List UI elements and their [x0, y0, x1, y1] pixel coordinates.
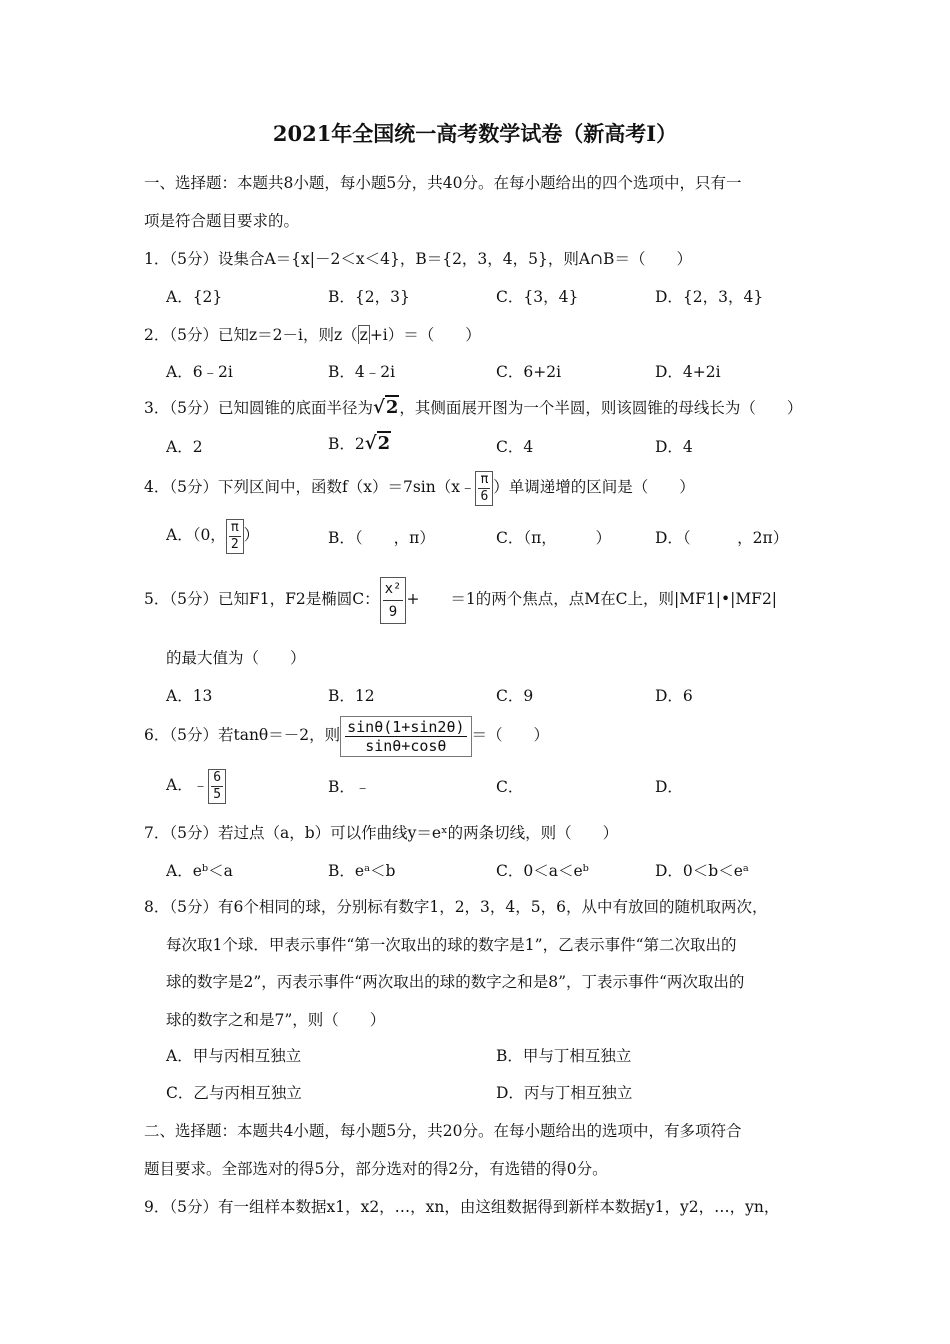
q6-option-a-num: 6 [213, 769, 222, 785]
q7-stem: 7．（5分）若过点（a，b）可以作曲线y＝eˣ的两条切线，则（ ） [144, 824, 619, 842]
q6-stem-part-a: 6．（5分）若tanθ＝－2，则 [144, 726, 341, 744]
section2-line1: 二、选择题：本题共4小题，每小题5分，共20分。在每小题给出的选项中，有多项符合 [144, 1122, 742, 1140]
q3-option-a: A．2 [166, 438, 203, 456]
q6-option-a-den: 5 [213, 786, 222, 802]
q5-stem [144, 572, 777, 626]
q2-option-b: B．4﹣2i [328, 363, 396, 381]
q4-option-d: D．（ ，2π） [655, 529, 789, 547]
q5-stem-part-b: + ＝1的两个焦点，点M在C上，则|MF1|•|MF2| [406, 590, 778, 608]
q4-option-b: B．（ ，π） [328, 529, 435, 547]
q3-option-b-sqrt-value: 2 [377, 433, 391, 454]
q5-fraction-num: x² [383, 578, 404, 601]
q1-option-b: B．{2，3} [328, 288, 410, 306]
q4-option-c: C．（π， ） [496, 529, 612, 547]
q3-option-b [328, 434, 391, 454]
q1-option-c: C．{3，4} [496, 288, 579, 306]
q1-stem: 1．（5分）设集合A＝{x|－2＜x＜4}，B＝{2，3，4，5}，则A∩B＝（ ） [144, 250, 692, 268]
q4-option-a-fraction [226, 519, 244, 554]
q5-fraction [380, 577, 407, 624]
q8-line2: 每次取1个球．甲表示事件“第一次取出的球的数字是1”，乙表示事件“第二次取出的 [166, 936, 737, 954]
q8-line1: 8．（5分）有6个相同的球，分别标有数字1，2，3，4，5，6，从中有放回的随机取两次， [144, 898, 768, 916]
q8-option-a: A．甲与丙相互独立 [166, 1047, 302, 1065]
q6-option-c: C． [496, 778, 524, 796]
q6-option-b: B．﹣ [328, 778, 371, 796]
q1-option-d: D．{2，3，4} [655, 288, 764, 306]
q2-stem-part-b: +i）＝（ ） [369, 326, 481, 344]
q3-stem [144, 398, 802, 418]
section1-line2: 项是符合题目要求的。 [144, 212, 300, 230]
q5-stem-part-a: 5．（5分）已知F1，F2是椭圆C： [144, 590, 380, 608]
q6-formula-den: sinθ+cosθ [365, 736, 447, 755]
q2-option-c: C．6+2i [496, 363, 562, 381]
q4-fraction [475, 471, 493, 506]
q4-option-a-part-a: A．（0， [166, 526, 226, 544]
q7-option-b: B．eᵃ＜b [328, 862, 396, 880]
sqrt-icon: √2 [364, 433, 391, 454]
q8-line4: 球的数字之和是7”，则（ ） [166, 1011, 386, 1029]
q5-option-d: D．6 [655, 687, 693, 705]
q6-option-a-label: A．﹣ [166, 776, 209, 794]
q4-fraction-den: 6 [480, 488, 489, 504]
q6-option-a-fraction [208, 769, 226, 804]
q2-stem-part-a: 2．（5分）已知z＝2－i，则z（ [144, 326, 358, 344]
q3-option-c: C．4 [496, 438, 534, 456]
q4-fraction-num: π [480, 471, 489, 487]
q5-option-b: B．12 [328, 687, 375, 705]
q5-fraction-den: 9 [388, 603, 398, 620]
q5-line2: 的最大值为（ ） [166, 649, 306, 667]
q8-option-d: D．丙与丁相互独立 [496, 1084, 633, 1102]
q6-option-d: D． [655, 778, 683, 796]
q3-stem-part-b: ，其侧面展开图为一个半圆，则该圆锥的母线长为（ ） [399, 399, 803, 417]
q9-stem: 9．（5分）有一组样本数据x1，x2，…，xn，由这组数据得到新样本数据y1，y2，…，yn， [144, 1198, 780, 1216]
q4-option-a-num: π [230, 519, 239, 535]
q4-stem [144, 466, 695, 508]
q7-option-a: A．eᵇ＜a [166, 862, 233, 880]
q8-option-b: B．甲与丁相互独立 [496, 1047, 632, 1065]
q3-option-d: D．4 [655, 438, 693, 456]
q3-stem-part-a: 3．（5分）已知圆锥的底面半径为 [144, 399, 373, 417]
q4-option-a-part-b: ） [243, 526, 260, 544]
section1-line1: 一、选择题：本题共8小题，每小题5分，共40分。在每小题给出的四个选项中，只有一 [144, 174, 742, 192]
q3-sqrt-value: 2 [385, 397, 399, 418]
q8-option-c: C．乙与丙相互独立 [166, 1084, 302, 1102]
q3-option-b-label: B．2 [328, 435, 365, 453]
q6-stem [144, 711, 549, 759]
sqrt-icon: √2 [372, 397, 399, 418]
q4-option-a [166, 514, 259, 556]
exam-title: 2021年全国统一高考数学试卷（新高考Ⅰ） [272, 121, 678, 146]
q1-option-a: A．{2} [166, 288, 223, 306]
q6-formula-num: sinθ(1+sin2θ) [347, 717, 465, 736]
q6-stem-part-b: ＝（ ） [471, 726, 550, 744]
q6-option-a [166, 764, 226, 806]
q2-option-d: D．4+2i [655, 363, 721, 381]
q5-option-a: A．13 [166, 687, 213, 705]
q4-option-a-den: 2 [230, 536, 239, 552]
q8-line3: 球的数字是2”，丙表示事件“两次取出的球的数字之和是8”，丁表示事件“两次取出的 [166, 973, 745, 991]
q5-option-c: C．9 [496, 687, 534, 705]
q4-stem-part-b: ）单调递增的区间是（ ） [493, 478, 695, 496]
q2-conjugate-z: z [359, 326, 368, 344]
q2-stem [144, 325, 481, 345]
q2-option-a: A．6﹣2i [166, 363, 233, 381]
q7-option-d: D．0＜b＜eᵃ [655, 862, 749, 880]
q4-stem-part-a: 4．（5分）下列区间中，函数f（x）＝7sin（x﹣ [144, 478, 476, 496]
q6-formula [340, 716, 471, 757]
section2-line2: 题目要求。全部选对的得5分，部分选对的得2分，有选错的得0分。 [144, 1160, 608, 1178]
q7-option-c: C．0＜a＜eᵇ [496, 862, 589, 880]
